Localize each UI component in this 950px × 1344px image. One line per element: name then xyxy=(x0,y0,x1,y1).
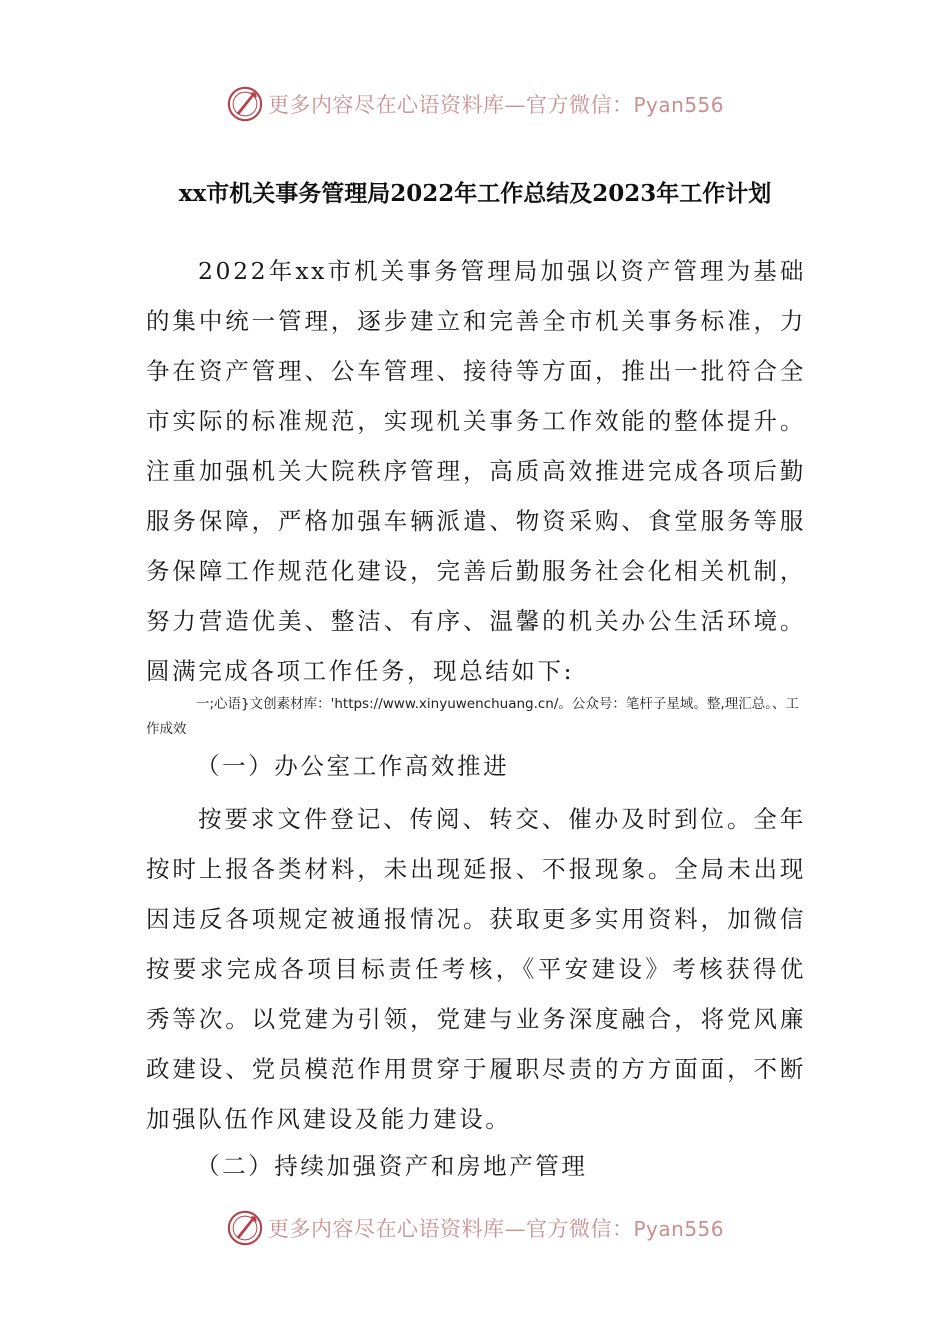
section-1-paragraph: 按要求文件登记、传阅、转交、催办及时到位。全年按时上报各类材料，未出现延报、不报现象。全局未出现因违反各项规定被通报情况。获取更多实用资料，加微信按要求完成各项目标责任考核，《平安建设》考核获得优秀等次。以党建为引领，党建与业务深度融合，将党风廉政建设、党员模范作用贯穿于履职尽责的方方面面，不断加强队伍作风建设及能力建设。 xyxy=(146,805,806,1133)
section-heading-1: （一）办公室工作高效推进 xyxy=(196,752,510,780)
quill-logo-icon xyxy=(226,1209,264,1247)
document-title: xx市机关事务管理局2022年工作总结及2023年工作计划 xyxy=(178,180,772,207)
watermark-header xyxy=(0,82,950,126)
intro-paragraph: 2022年xx市机关事务管理局加强以资产管理为基础的集中统一管理，逐步建立和完善全市机关事务标准，力争在资产管理、公车管理、接待等方面，推出一批符合全市实际的标准规范，实现机关事务工作效能的整体提升。注重加强机关大院秩序管理，高质高效推进完成各项后勤服务保障，严格加强车辆派遣、物资采购、食堂服务等服务保障工作规范化建设，完善后勤服务社会化相关机制，努力营造优美、整洁、有序、温馨的机关办公生活环境。圆满完成各项工作任务，现总结如下: xyxy=(146,257,806,685)
watermark-wechat-id: Pyan556 xyxy=(633,1217,724,1241)
quill-logo-icon xyxy=(226,85,264,123)
watermark-footer xyxy=(0,1206,950,1250)
watermark-wechat-id: Pyan556 xyxy=(633,93,724,117)
watermark-text: 更多内容尽在心语资料库—官方微信：Pyan556 xyxy=(267,93,724,117)
watermark-text: 更多内容尽在心语资料库—官方微信：Pyan556 xyxy=(267,1217,724,1241)
source-note: 一;心语}文创素材库：'https://www.xinyuwenchuang.cn/。公众号：笔杆子星域。整,理汇总。、工作成效 xyxy=(146,696,799,737)
section-heading-2: （二）持续加强资产和房地产管理 xyxy=(196,1152,588,1180)
